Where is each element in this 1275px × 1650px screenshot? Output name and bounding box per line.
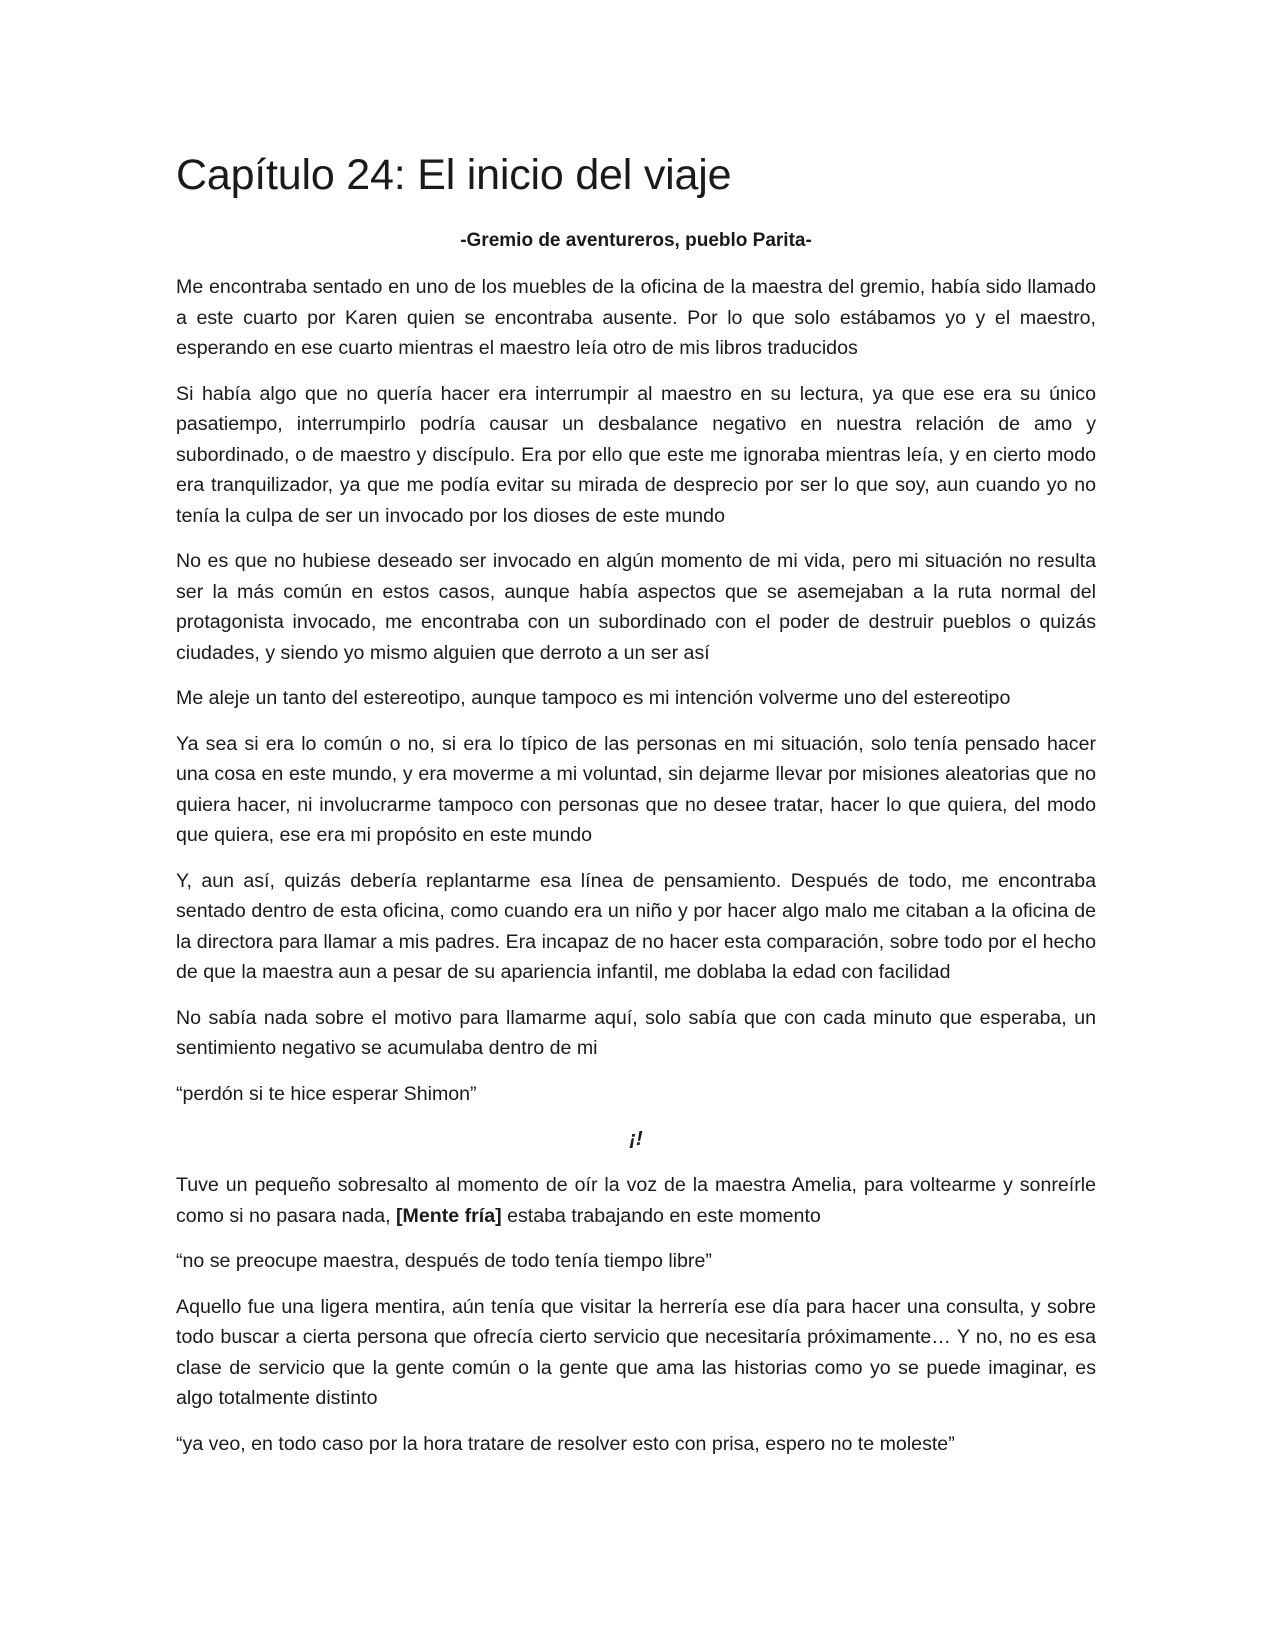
dialogue-line-1: “perdón si te hice esperar Shimon” (176, 1082, 477, 1105)
exclamation-mark: ¡! (629, 1128, 643, 1151)
chapter-title: Capítulo 24: El inicio del viaje (176, 151, 732, 199)
paragraph-9-end: estaba trabajando en este momento (501, 1204, 821, 1227)
paragraph-6: Y, aun así, quizás debería replantarme esa línea de pensamiento. Después de todo, me encontraba sentado dentro de esta oficina, como cuando era un niño y por hacer algo malo me citaban a la oficina de la directora para llamar a mis padres. Era incapaz de no hacer esta comparación, sobre todo por el hecho de que la maestra aun a pesar de su apariencia infantil, me doblaba la edad con facilidad (176, 869, 1096, 984)
paragraph-9-start: Tuve un pequeño sobresalto al momento de oír la voz de la maestra Amelia, para voltearme y sonreírle como si no pasara nada, (176, 1174, 1096, 1227)
paragraph-5: Ya sea si era lo común o no, si era lo típico de las personas en mi situación, solo tenía pensado hacer una cosa en este mundo, y era moverme a mi voluntad, sin dejarme llevar por misiones aleatorias que no quiera hacer, ni involucrarme tampoco con personas que no desee tratar, hacer lo que quiera, del modo que quiera, ese era mi propósito en este mundo (176, 732, 1096, 847)
dialogue-line-2: “no se preocupe maestra, después de todo tenía tiempo libre” (176, 1250, 712, 1273)
paragraph-7: No sabía nada sobre el motivo para llamarme aquí, solo sabía que con cada minuto que esperaba, un sentimiento negativo se acumulaba dentro de mi (176, 1006, 1096, 1060)
paragraph-1: Me encontraba sentado en uno de los muebles de la oficina de la maestra del gremio, había sido llamado a este cuarto por Karen quien se encontraba ausente. Por lo que solo estábamos yo y el maestro, esperando en ese cuarto mientras el maestro leía otro de mis libros traducidos (176, 276, 1096, 360)
paragraph-4: Me aleje un tanto del estereotipo, aunque tampoco es mi intención volverme uno del estereotipo (176, 687, 1011, 710)
document-page (176, 150, 1096, 1474)
dialogue-line-3: “ya veo, en todo caso por la hora tratare de resolver esto con prisa, espero no te moleste” (176, 1432, 955, 1455)
paragraph-11: Aquello fue una ligera mentira, aún tenía que visitar la herrería ese día para hacer una consulta, y sobre todo buscar a cierta persona que ofrecía cierto servicio que necesitaría próximamente… Y no, no es esa clase de servicio que la gente común o la gente que ama las historias como yo se puede imaginar, es algo totalmente distinto (176, 1295, 1096, 1410)
paragraph-3: No es que no hubiese deseado ser invocado en algún momento de mi vida, pero mi situación no resulta ser la más común en estos casos, aunque había aspectos que se asemejaban a la ruta normal del protagonista invocado, me encontraba con un subordinado con el poder de destruir pueblos o quizás ciudades, y siendo yo mismo alguien que derroto a un ser así (176, 550, 1096, 664)
skill-name: [Mente fría] (396, 1204, 502, 1227)
paragraph-9 (176, 1170, 1096, 1231)
paragraph-2: Si había algo que no quería hacer era interrumpir al maestro en su lectura, ya que ese era su único pasatiempo, interrumpirlo podría causar un desbalance negativo en nuestra relación de amo y subordinado, o de maestro y discípulo. Era por ello que este me ignoraba mientras leía, y en cierto modo era tranquilizador, ya que me podía evitar su mirada de desprecio por ser lo que soy, aun cuando yo no tenía la culpa de ser un invocado por los dioses de este mundo (176, 382, 1096, 527)
location-heading: -Gremio de aventureros, pueblo Parita- (460, 229, 812, 251)
